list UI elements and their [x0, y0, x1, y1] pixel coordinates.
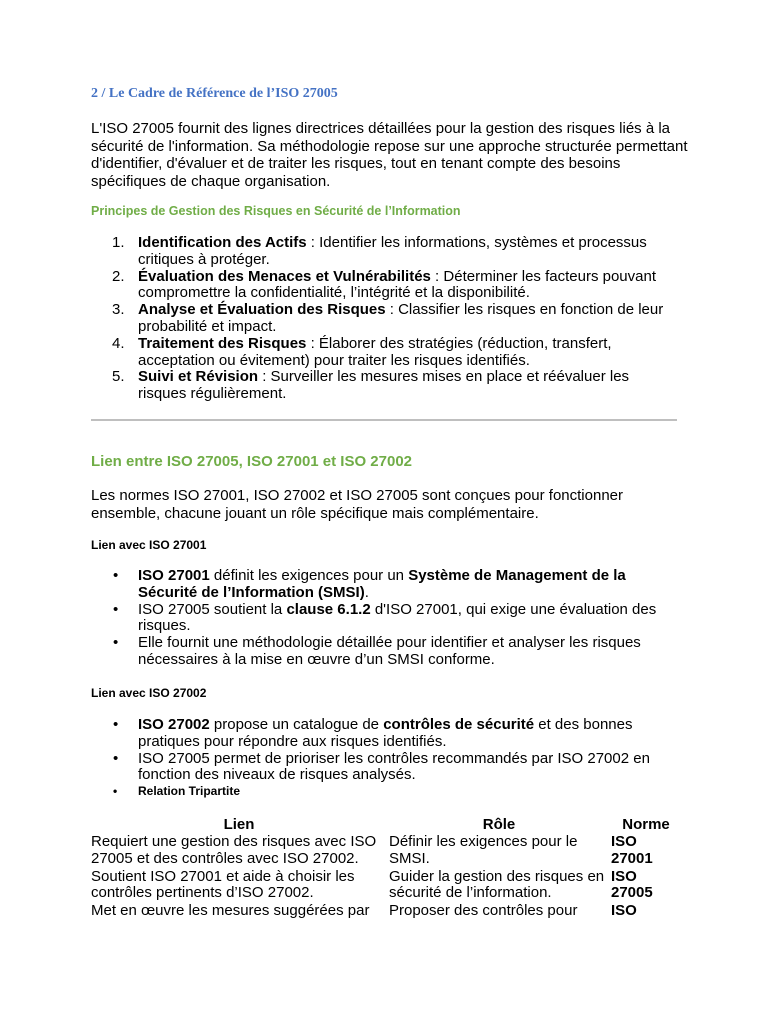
table-cell: Définir les exigences pour le SMSI. — [389, 833, 578, 867]
table-cell: ISO 27005 — [611, 867, 653, 902]
bullet-icon: • — [113, 784, 118, 799]
list-item: • ISO 27002 propose un catalogue de contrôles de sécurité et des bonnes pratiques pour répondre aux risques identifiés. — [113, 716, 633, 750]
list-item: • ISO 27005 permet de prioriser les contrôles recommandés par ISO 27002 en fonction des niveaux de risques analysés. — [113, 749, 650, 784]
table-cell: ISO 27001 — [611, 833, 653, 867]
bullet-icon: • — [113, 567, 119, 584]
bullet-icon: • — [113, 600, 119, 618]
list-item: • ISO 27005 soutient la clause 6.1.2 d'ISO 27001, qui exige une évaluation des risques. — [113, 600, 657, 635]
table-cell: ISO — [611, 902, 637, 920]
list-item: 1. Identification des Actifs : Identifier les informations, systèmes et processus critiques à protéger. — [112, 234, 647, 268]
table-cell: Soutient ISO 27001 et aide à choisir les contrôles pertinents d’ISO 27002. — [91, 867, 355, 902]
list-item: • ISO 27001 définit les exigences pour un Système de Management de la Sécurité de l’Information (SMSI). — [113, 567, 626, 601]
link-intro-paragraph: Les normes ISO 27001, ISO 27002 et ISO 27005 sont conçues pour fonctionner ensemble, chacune jouant un rôle spécifique mais complémentaire. — [91, 487, 624, 522]
section-heading: 2 / Le Cadre de Référence de l’ISO 27005 — [91, 86, 338, 101]
list-item: 5. Suivi et Révision : Surveiller les mesures mises en place et réévaluer les risques régulièrement. — [112, 368, 630, 403]
table-header-norme: Norme — [622, 815, 670, 833]
relation-table — [90, 816, 682, 921]
table-cell: Guider la gestion des risques en sécurité de l’information. — [389, 867, 605, 902]
table-row — [90, 869, 682, 904]
list-item: • Elle fournit une méthodologie détaillée pour identifier et analyser les risques nécessaires à la mise en œuvre d’un SMSI conforme. — [113, 634, 641, 668]
table-cell: Met en œuvre les mesures suggérées par — [91, 902, 370, 920]
table-cell: Proposer des contrôles pour — [389, 902, 578, 920]
table-row — [90, 903, 682, 921]
iso27001-heading: Lien avec ISO 27001 — [91, 538, 207, 552]
intro-paragraph: L'ISO 27005 fournit des lignes directrices détaillées pour la gestion des risques liés à la sécurité de l'information. Sa méthodologie repose sur une approche structurée permettant d'identifier, d'évaluer et de traiter les risques, tout en tenant compte des besoins spécifiques de chaque organisation. — [91, 120, 688, 190]
table-row — [90, 834, 682, 869]
list-item: 4. Traitement des Risques : Élaborer des stratégies (réduction, transfert, acceptation ou évitement) pour traiter les risques identifiés. — [112, 334, 612, 369]
bullet-icon: • — [113, 716, 119, 733]
table-header-row — [90, 816, 682, 834]
link-heading: Lien entre ISO 27005, ISO 27001 et ISO 27002 — [91, 453, 413, 470]
horizontal-divider — [91, 419, 677, 421]
list-item: 3. Analyse et Évaluation des Risques : Classifier les risques en fonction de leur probabilité et impact. — [112, 301, 664, 335]
table-cell: Requiert une gestion des risques avec ISO 27005 et des contrôles avec ISO 27002. — [91, 833, 377, 867]
bullet-icon: • — [113, 749, 119, 767]
iso27002-list — [91, 717, 681, 798]
iso27002-heading: Lien avec ISO 27002 — [91, 686, 207, 700]
list-item: • Relation Tripartite — [113, 784, 241, 799]
iso27001-list — [91, 568, 681, 669]
table-header-role: Rôle — [482, 815, 516, 833]
table-header-lien: Lien — [223, 815, 255, 833]
bullet-icon: • — [113, 634, 119, 652]
principles-heading: Principes de Gestion des Risques en Sécurité de l’Information — [91, 204, 461, 218]
principles-list — [91, 235, 681, 403]
list-item: 2. Évaluation des Menaces et Vulnérabilités : Déterminer les facteurs pouvant compromettre la confidentialité, l’intégrité et la disponibilité. — [112, 267, 656, 302]
